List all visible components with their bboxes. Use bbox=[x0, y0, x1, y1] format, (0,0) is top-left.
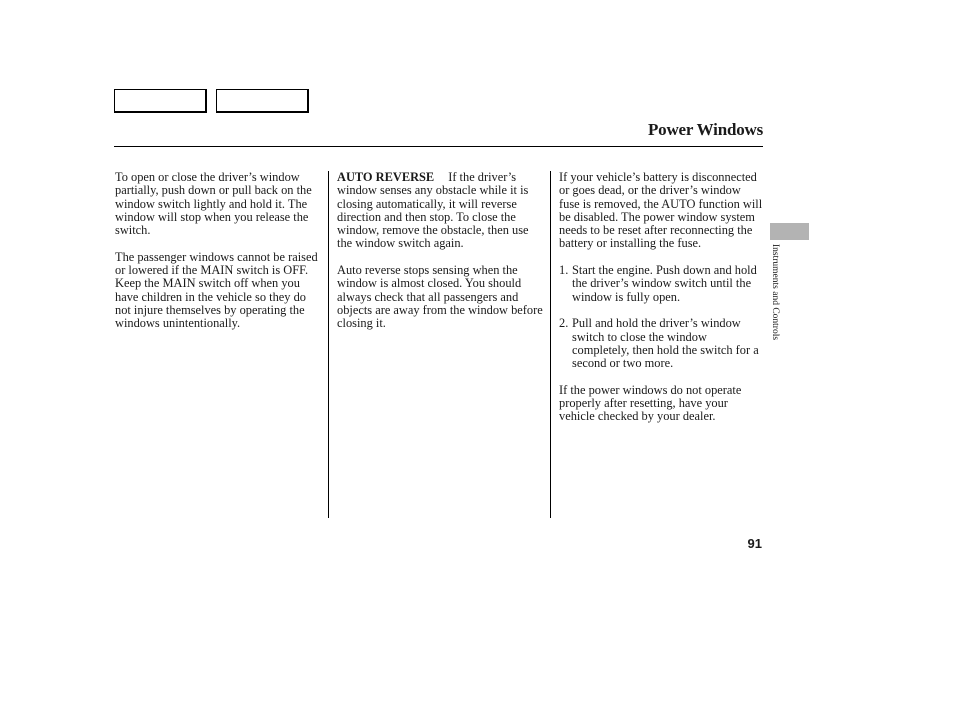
page-title: Power Windows bbox=[647, 120, 763, 139]
column-middle bbox=[337, 171, 543, 344]
column-right bbox=[559, 171, 763, 437]
nav-button-next[interactable] bbox=[216, 89, 309, 113]
section-tab-label: Instruments and Controls bbox=[770, 244, 780, 341]
step-text: Pull and hold the driver’s window switch to close the window completely, then hold the switch for a second or two more. bbox=[572, 316, 759, 371]
paragraph bbox=[337, 171, 543, 251]
paragraph: If your vehicle’s battery is disconnected or goes dead, or the driver’s window fuse is removed, the AUTO function will be disabled. The power window system needs to be reset after reconnecting the battery or installing the fuse. bbox=[559, 170, 763, 251]
list-item bbox=[559, 317, 763, 370]
paragraph: The passenger windows cannot be raised or lowered if the MAIN switch is OFF. Keep the MAIN switch off when you have children in the vehicle so they do not injure themselves by operating the windows unintentionally. bbox=[115, 249, 318, 331]
page-number: 91 bbox=[747, 536, 762, 551]
paragraph: Auto reverse stops sensing when the window is almost closed. You should always check that all passengers and objects are away from the window before closing it. bbox=[337, 263, 543, 331]
column-left bbox=[115, 171, 321, 344]
column-divider bbox=[550, 171, 551, 518]
paragraph: If the power windows do not operate properly after resetting, have your vehicle checked by your dealer. bbox=[559, 382, 742, 424]
nav-button-previous[interactable] bbox=[114, 89, 207, 113]
step-number: 1. bbox=[559, 263, 569, 278]
step-text: Start the engine. Push down and hold the driver’s window switch until the window is fully open. bbox=[572, 263, 757, 304]
title-divider bbox=[114, 146, 763, 147]
paragraph: To open or close the driver’s window partially, push down or pull back on the window switch lightly and hold it. The window will stop when you release the switch. bbox=[115, 170, 312, 238]
auto-reverse-text: If the driver’s window senses any obstacle while it is closing automatically, it will reverse direction and then stop. To close the window, remove the obstacle, then use the window switch again. bbox=[337, 170, 529, 251]
column-divider bbox=[328, 171, 329, 518]
list-item bbox=[559, 264, 763, 304]
step-number: 2. bbox=[559, 316, 569, 331]
section-tab[interactable] bbox=[770, 223, 809, 240]
auto-reverse-heading: AUTO REVERSE bbox=[337, 170, 435, 184]
